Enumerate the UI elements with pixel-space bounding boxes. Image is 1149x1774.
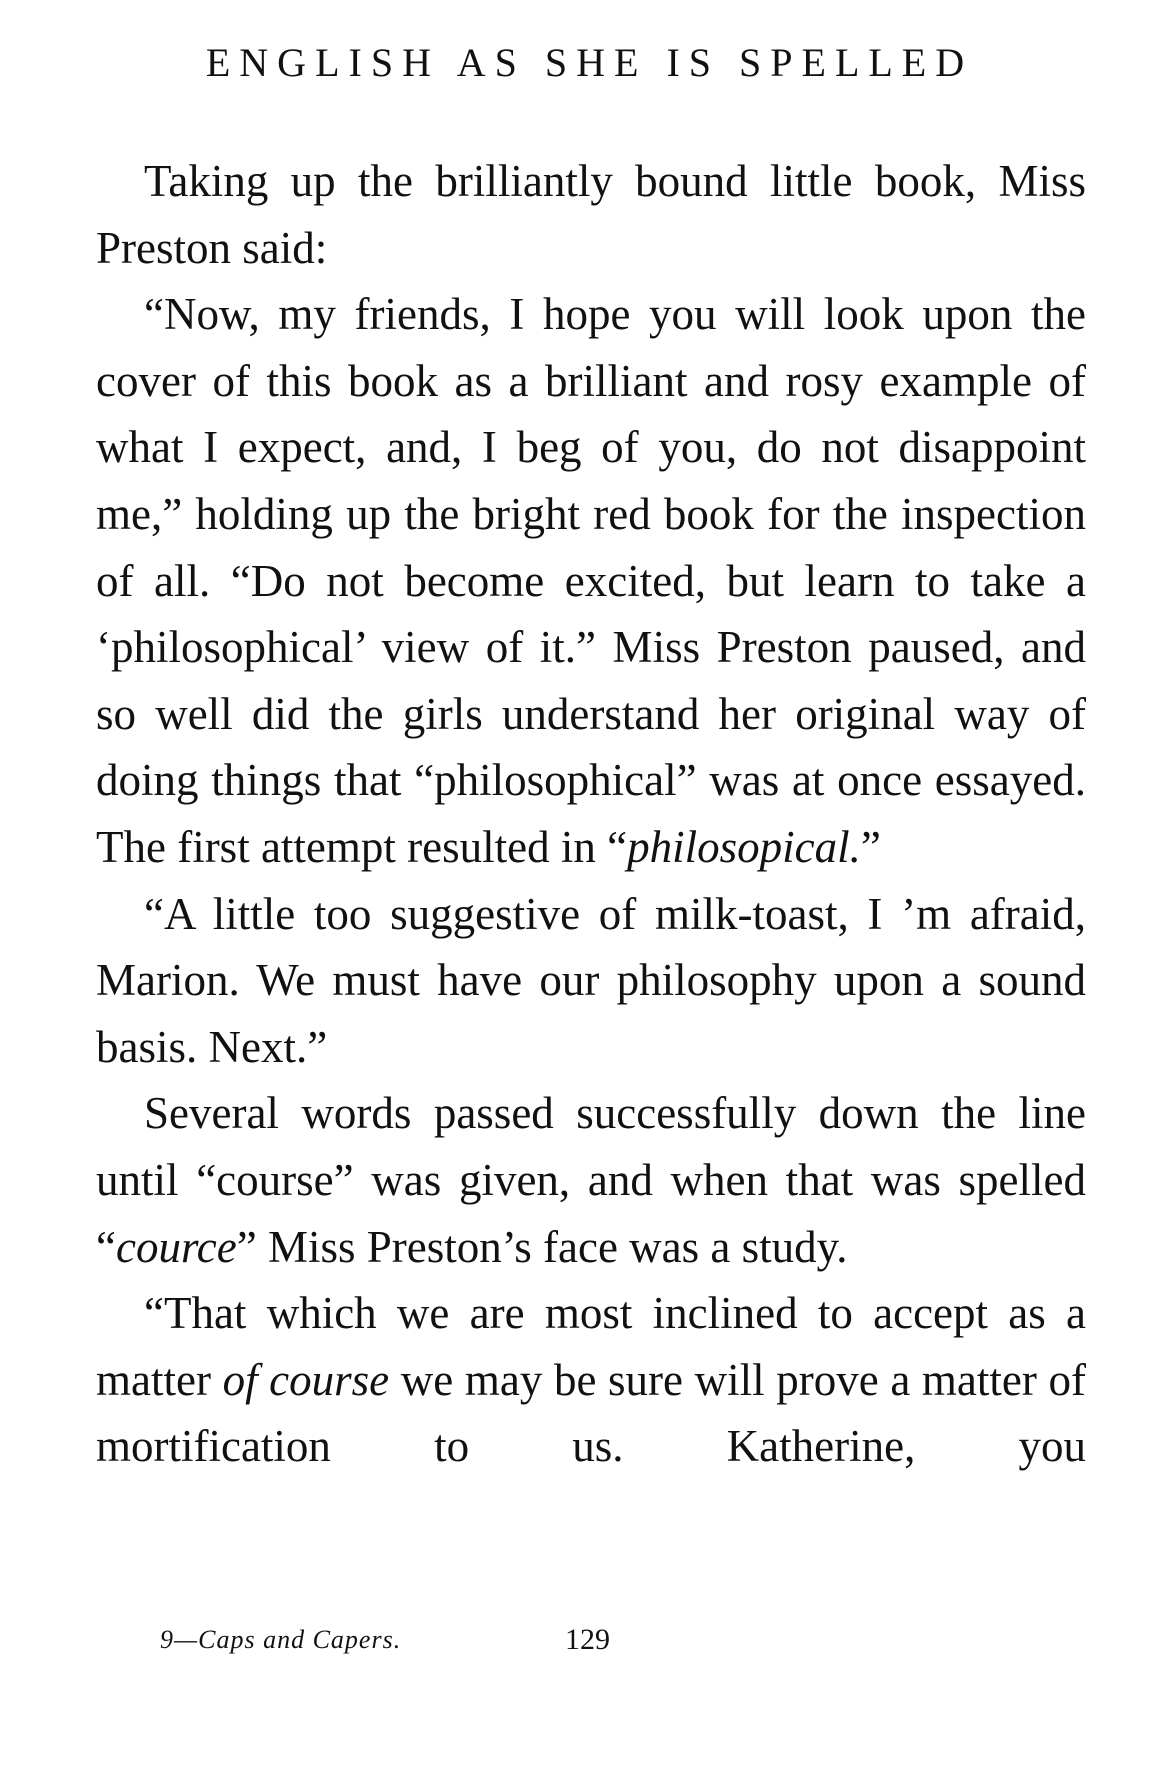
- text-run: we may be sure will prove a matter of mortification to us. Katherine, you: [96, 1354, 1086, 1472]
- text-run: “Now, my friends, I hope you will look upon the cover of this book as a brilliant and rosy example of what I expect, and, I beg of you, do not disappoint me,” holding up the bright red book for the inspection of all. “Do not become excited, but learn to take a ‘philosophical’ view of it.” Miss Preston paused, and so well did the girls understand her original way of doing things that “philosophical” was at once essayed. The first attempt resulted in “: [96, 289, 1086, 872]
- body-text: [96, 148, 1086, 1480]
- italic-text: cource: [115, 1221, 237, 1272]
- text-run: Several words passed successfully down the line until “course” was given, and when that was spelled “: [96, 1088, 1086, 1272]
- paragraph: [96, 881, 1086, 1081]
- running-head: ENGLISH AS SHE IS SPELLED: [205, 40, 974, 85]
- italic-text: of course: [222, 1354, 390, 1405]
- text-run: “A little too suggestive of milk-toast, I ’m afraid, Marion. We must have our philosophy upon a sound basis. Next.”: [96, 888, 1086, 1072]
- text-run: “That which we are most inclined to accept as a matter: [96, 1288, 1086, 1405]
- paragraph: [96, 1080, 1086, 1280]
- page-number: 129: [565, 1623, 610, 1656]
- text-run: ” Miss Preston’s face was a study.: [236, 1221, 848, 1272]
- paragraph: [96, 1280, 1086, 1480]
- signature-mark: 9—Caps and Capers.: [160, 1625, 402, 1654]
- text-run: ”: [860, 821, 881, 872]
- paragraph: [96, 148, 1086, 281]
- paragraph: [96, 281, 1086, 880]
- page-footer: [0, 1620, 1149, 1660]
- text-run: Taking up the brilliantly bound little book, Miss Preston said:: [96, 156, 1086, 273]
- italic-text: philosopical.: [627, 821, 861, 872]
